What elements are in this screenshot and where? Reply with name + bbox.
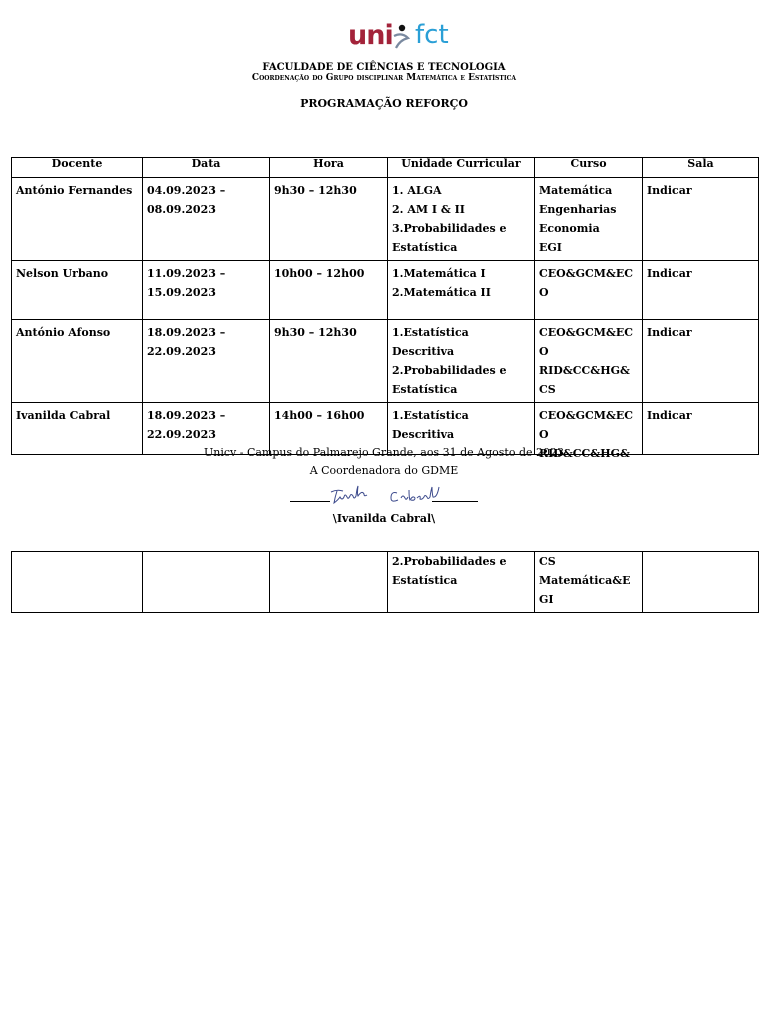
cell-sala: [643, 178, 759, 261]
cell-sala: [643, 261, 759, 320]
logo-fct-text: fct: [415, 20, 449, 50]
unit-line: Estatística: [392, 241, 458, 254]
course-line: Engenharias: [539, 203, 617, 216]
room: Indicar: [647, 409, 692, 422]
course-line: EGI: [539, 241, 562, 254]
cell-data: [143, 552, 270, 613]
header-unidade: Unidade Curricular: [388, 158, 535, 178]
cell-docente: [12, 261, 143, 320]
cell-data: [143, 178, 270, 261]
cell-hora: [270, 320, 388, 403]
docente-name: António Fernandes: [16, 184, 133, 197]
unit-line: Estatística: [392, 574, 458, 587]
cell-unidade: [388, 552, 535, 613]
place-date: Unicv - Campus do Palmarejo Grande, aos 31 de Agosto de 2023: [204, 446, 564, 459]
room: Indicar: [647, 267, 692, 280]
cell-sala: [643, 552, 759, 613]
course-line: O: [539, 345, 549, 358]
unit-line: Estatística: [392, 383, 458, 396]
time-range: 9h30 – 12h30: [274, 184, 357, 197]
unit-line: 2.Probabilidades e: [392, 555, 507, 568]
cell-sala: [643, 320, 759, 403]
cell-hora: [270, 178, 388, 261]
course-line: Economia: [539, 222, 600, 235]
table-row: [12, 552, 759, 613]
header-hora: Hora: [270, 158, 388, 178]
date-start: 11.09.2023 –: [147, 267, 226, 280]
header-sala: Sala: [643, 158, 759, 178]
faculty-name: FACULDADE DE CIÊNCIAS E TECNOLOGIA: [262, 62, 506, 73]
table-row: [12, 261, 759, 320]
docente-name: António Afonso: [16, 326, 111, 339]
continuation-table: [11, 551, 759, 613]
cell-hora: [270, 552, 388, 613]
unit-line: 1.Estatística: [392, 326, 469, 339]
logo-uni-text: uni: [348, 20, 393, 51]
unit-line: Descritiva: [392, 345, 455, 358]
unit-line: 2.Matemática II: [392, 286, 491, 299]
unicv-fct-logo: [348, 20, 452, 52]
cell-hora: [270, 261, 388, 320]
course-line: GI: [539, 593, 554, 606]
header-data: Data: [143, 158, 270, 178]
cell-curso: [535, 178, 643, 261]
cell-docente: [12, 320, 143, 403]
document-title: PROGRAMAÇÃO REFORÇO: [300, 97, 468, 110]
cell-curso: [535, 552, 643, 613]
date-end: 08.09.2023: [147, 203, 216, 216]
cell-unidade: [388, 320, 535, 403]
room: Indicar: [647, 326, 692, 339]
unit-line: 1. ALGA: [392, 184, 442, 197]
course-line: Matemática&E: [539, 574, 631, 587]
signatory-role: A Coordenadora do GDME: [309, 464, 459, 477]
unit-line: Descritiva: [392, 428, 455, 441]
time-range: 10h00 – 12h00: [274, 267, 365, 280]
docente-name: Nelson Urbano: [16, 267, 109, 280]
course-line: CEO&GCM&EC: [539, 326, 634, 339]
cell-data: [143, 320, 270, 403]
unit-line: 3.Probabilidades e: [392, 222, 507, 235]
coordination-name: Coordenação do Grupo disciplinar Matemática e Estatística: [251, 73, 517, 83]
time-range: 14h00 – 16h00: [274, 409, 365, 422]
date-start: 18.09.2023 –: [147, 326, 226, 339]
unit-line: 2. AM I & II: [392, 203, 465, 216]
handwritten-signature: [289, 484, 479, 506]
course-line: O: [539, 286, 549, 299]
unit-line: 1.Matemática I: [392, 267, 486, 280]
docente-name: Ivanilda Cabral: [16, 409, 111, 422]
schedule-table: [11, 157, 759, 460]
course-line: O: [539, 428, 549, 441]
date-end: 15.09.2023: [147, 286, 216, 299]
table-row: [12, 178, 759, 261]
cell-docente: [12, 178, 143, 261]
cell-curso: [535, 320, 643, 403]
cell-curso: [535, 261, 643, 320]
course-line: RID&CC&HG&: [539, 364, 630, 377]
course-line: Matemática: [539, 184, 613, 197]
course-line: CEO&GCM&EC: [539, 409, 634, 422]
course-line: CS: [539, 383, 556, 396]
unit-line: 2.Probabilidades e: [392, 364, 507, 377]
time-range: 9h30 – 12h30: [274, 326, 357, 339]
room: Indicar: [647, 184, 692, 197]
date-end: 22.09.2023: [147, 428, 216, 441]
date-start: 04.09.2023 –: [147, 184, 226, 197]
course-line: RID&CC&HG&: [539, 447, 630, 460]
cell-unidade: [388, 261, 535, 320]
course-line: CEO&GCM&EC: [539, 267, 634, 280]
table-row: [12, 320, 759, 403]
header-docente: Docente: [12, 158, 143, 178]
course-line: CS: [539, 555, 556, 568]
cell-unidade: [388, 178, 535, 261]
table-header-row: [12, 158, 759, 178]
signatory-name: \Ivanilda Cabral\: [332, 512, 436, 525]
date-start: 18.09.2023 –: [147, 409, 226, 422]
unit-line: 1.Estatística: [392, 409, 469, 422]
header-curso: Curso: [535, 158, 643, 178]
date-end: 22.09.2023: [147, 345, 216, 358]
cell-docente: [12, 552, 143, 613]
cell-data: [143, 261, 270, 320]
